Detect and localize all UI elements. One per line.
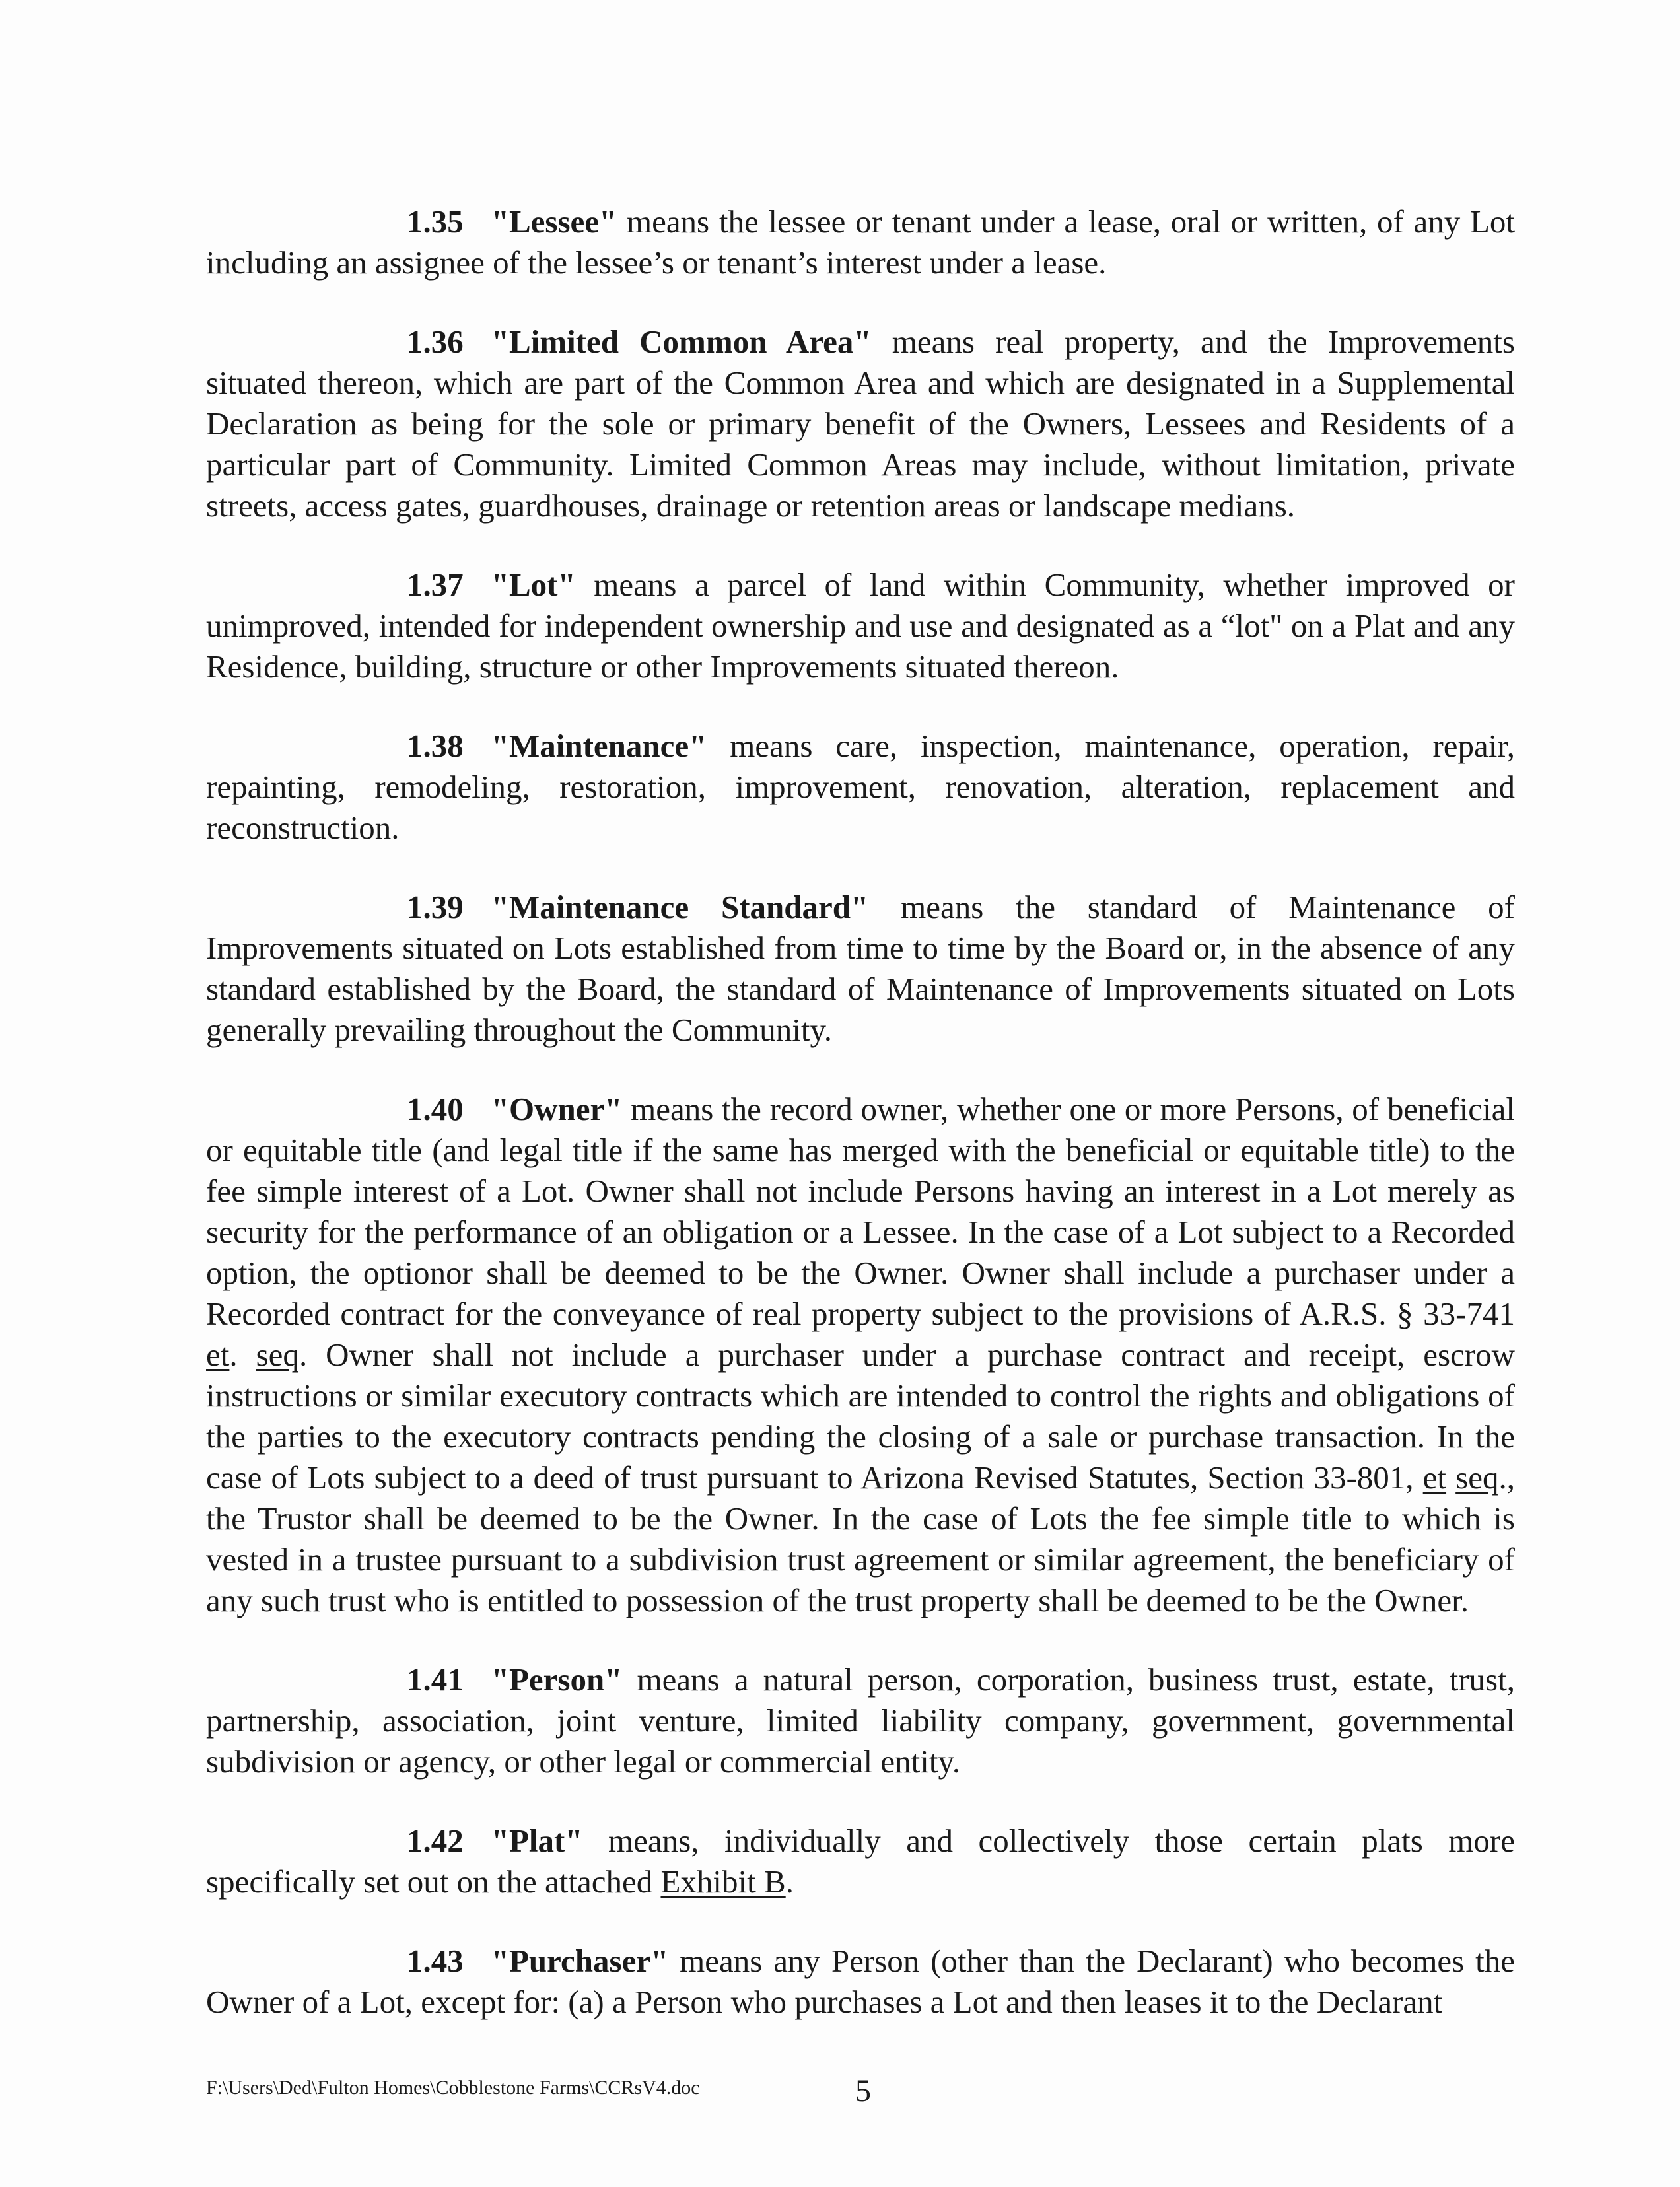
et-abbrev: et	[1422, 1459, 1447, 1496]
section-1-35	[206, 201, 1515, 283]
defined-term: "Purchaser"	[491, 1943, 669, 1979]
section-text: means the standard of Maintenance of Improvements situated on Lots established from time to time by the Board or, in the absence of any standard established by the Board, the standard of Maintenance of Improvements situated on Lots generally prevailing throughout the Community.	[206, 889, 1515, 1048]
exhibit-reference: Exhibit B	[660, 1863, 786, 1900]
section-text: means a natural person, corporation, business trust, estate, trust, partnership, association, joint venture, limited liability company, government, governmental subdivision or agency, or other legal or commercial entity.	[206, 1661, 1515, 1780]
seq-abbrev: seq	[1455, 1459, 1499, 1496]
section-text: means the record owner, whether one or more Persons, of beneficial or equitable title (and legal title if the same has merged with the beneficial or equitable title) to the fee simple interest of a Lot. Owner shall not include Persons having an interest in a Lot merely as security for the performance of an obligation or a Lessee. In the case of a Lot subject to a Recorded option, the optionor shall be deemed to be the Owner. Owner shall include a purchaser under a Recorded contract for the conveyance of real property subject to the provisions of A.R.S. § 33-741	[206, 1091, 1515, 1332]
defined-term: "Maintenance Standard"	[491, 889, 869, 925]
section-1-43	[206, 1941, 1515, 2023]
section-1-40	[206, 1089, 1515, 1621]
section-text: means a parcel of land within Community, whether improved or unimproved, intended for independent ownership and use and designated as a “lot" on a Plat and any Residence, building, structure or other Improvements situated thereon.	[206, 567, 1515, 685]
section-text: .	[229, 1336, 256, 1373]
section-number: 1.41	[407, 1661, 464, 1698]
section-number: 1.42	[407, 1822, 464, 1859]
section-text: means real property, and the Improvements situated thereon, which are part of the Common Area and which are designated in a Supplemental Declaration as being for the sole or primary benefit of the Owners, Lessees and Residents of a particular part of Community. Limited Common Areas may include, without limitation, private streets, access gates, guardhouses, drainage or retention areas or landscape medians.	[206, 324, 1515, 524]
file-path: F:\Users\Ded\Fulton Homes\Cobblestone Farms\CCRsV4.doc	[206, 2077, 700, 2099]
defined-term: "Lessee"	[491, 203, 617, 240]
section-number: 1.43	[407, 1943, 464, 1979]
section-1-41	[206, 1659, 1515, 1782]
section-text	[1446, 1459, 1455, 1496]
section-number: 1.37	[407, 567, 464, 603]
section-text: means, individually and collectively those certain plats more specifically set out on the attached	[206, 1822, 1515, 1900]
page-number: 5	[855, 2073, 871, 2108]
defined-term: "Person"	[491, 1661, 623, 1698]
section-text: ., the Trustor shall be deemed to be the Owner. In the case of Lots the fee simple title to which is vested in a trustee pursuant to a subdivision trust agreement or similar agreement, the beneficiary of any such trust who is entitled to possession of the trust property shall be deemed to be the Owner.	[206, 1459, 1516, 1618]
section-number: 1.35	[407, 203, 464, 240]
section-number: 1.40	[407, 1091, 464, 1127]
defined-term: "Maintenance"	[491, 728, 707, 764]
section-number: 1.38	[407, 728, 464, 764]
section-text: means any Person (other than the Declarant) who becomes the Owner of a Lot, except for: (a) a Person who purchases a Lot and then leases it to the Declarant	[206, 1943, 1515, 2020]
defined-term: "Owner"	[491, 1091, 623, 1127]
section-text: . Owner shall not include a purchaser under a purchase contract and receipt, escrow instructions or similar executory contracts which are intended to control the rights and obligations of the parties to the executory contracts pending the closing of a sale or purchase transaction. In the case of Lots subject to a deed of trust pursuant to Arizona Revised Statutes, Section 33-801,	[206, 1336, 1516, 1496]
document-body	[206, 201, 1515, 2061]
section-1-38	[206, 726, 1515, 849]
section-text: means the lessee or tenant under a lease, oral or written, of any Lot including an assignee of the lessee’s or tenant’s interest under a lease.	[206, 203, 1515, 281]
et-abbrev: et	[206, 1336, 230, 1373]
defined-term: "Limited Common Area"	[491, 324, 872, 360]
section-text: .	[785, 1863, 794, 1900]
section-1-42	[206, 1821, 1515, 1902]
defined-term: "Plat"	[491, 1822, 583, 1859]
section-text: means care, inspection, maintenance, operation, repair, repainting, remodeling, restoration, improvement, renovation, alteration, replacement and reconstruction.	[206, 728, 1515, 846]
section-number: 1.36	[407, 324, 464, 360]
section-1-36	[206, 322, 1515, 526]
seq-abbrev: seq	[256, 1336, 299, 1373]
section-number: 1.39	[407, 889, 464, 925]
section-1-39	[206, 887, 1515, 1051]
defined-term: "Lot"	[491, 567, 576, 603]
section-1-37	[206, 565, 1515, 687]
